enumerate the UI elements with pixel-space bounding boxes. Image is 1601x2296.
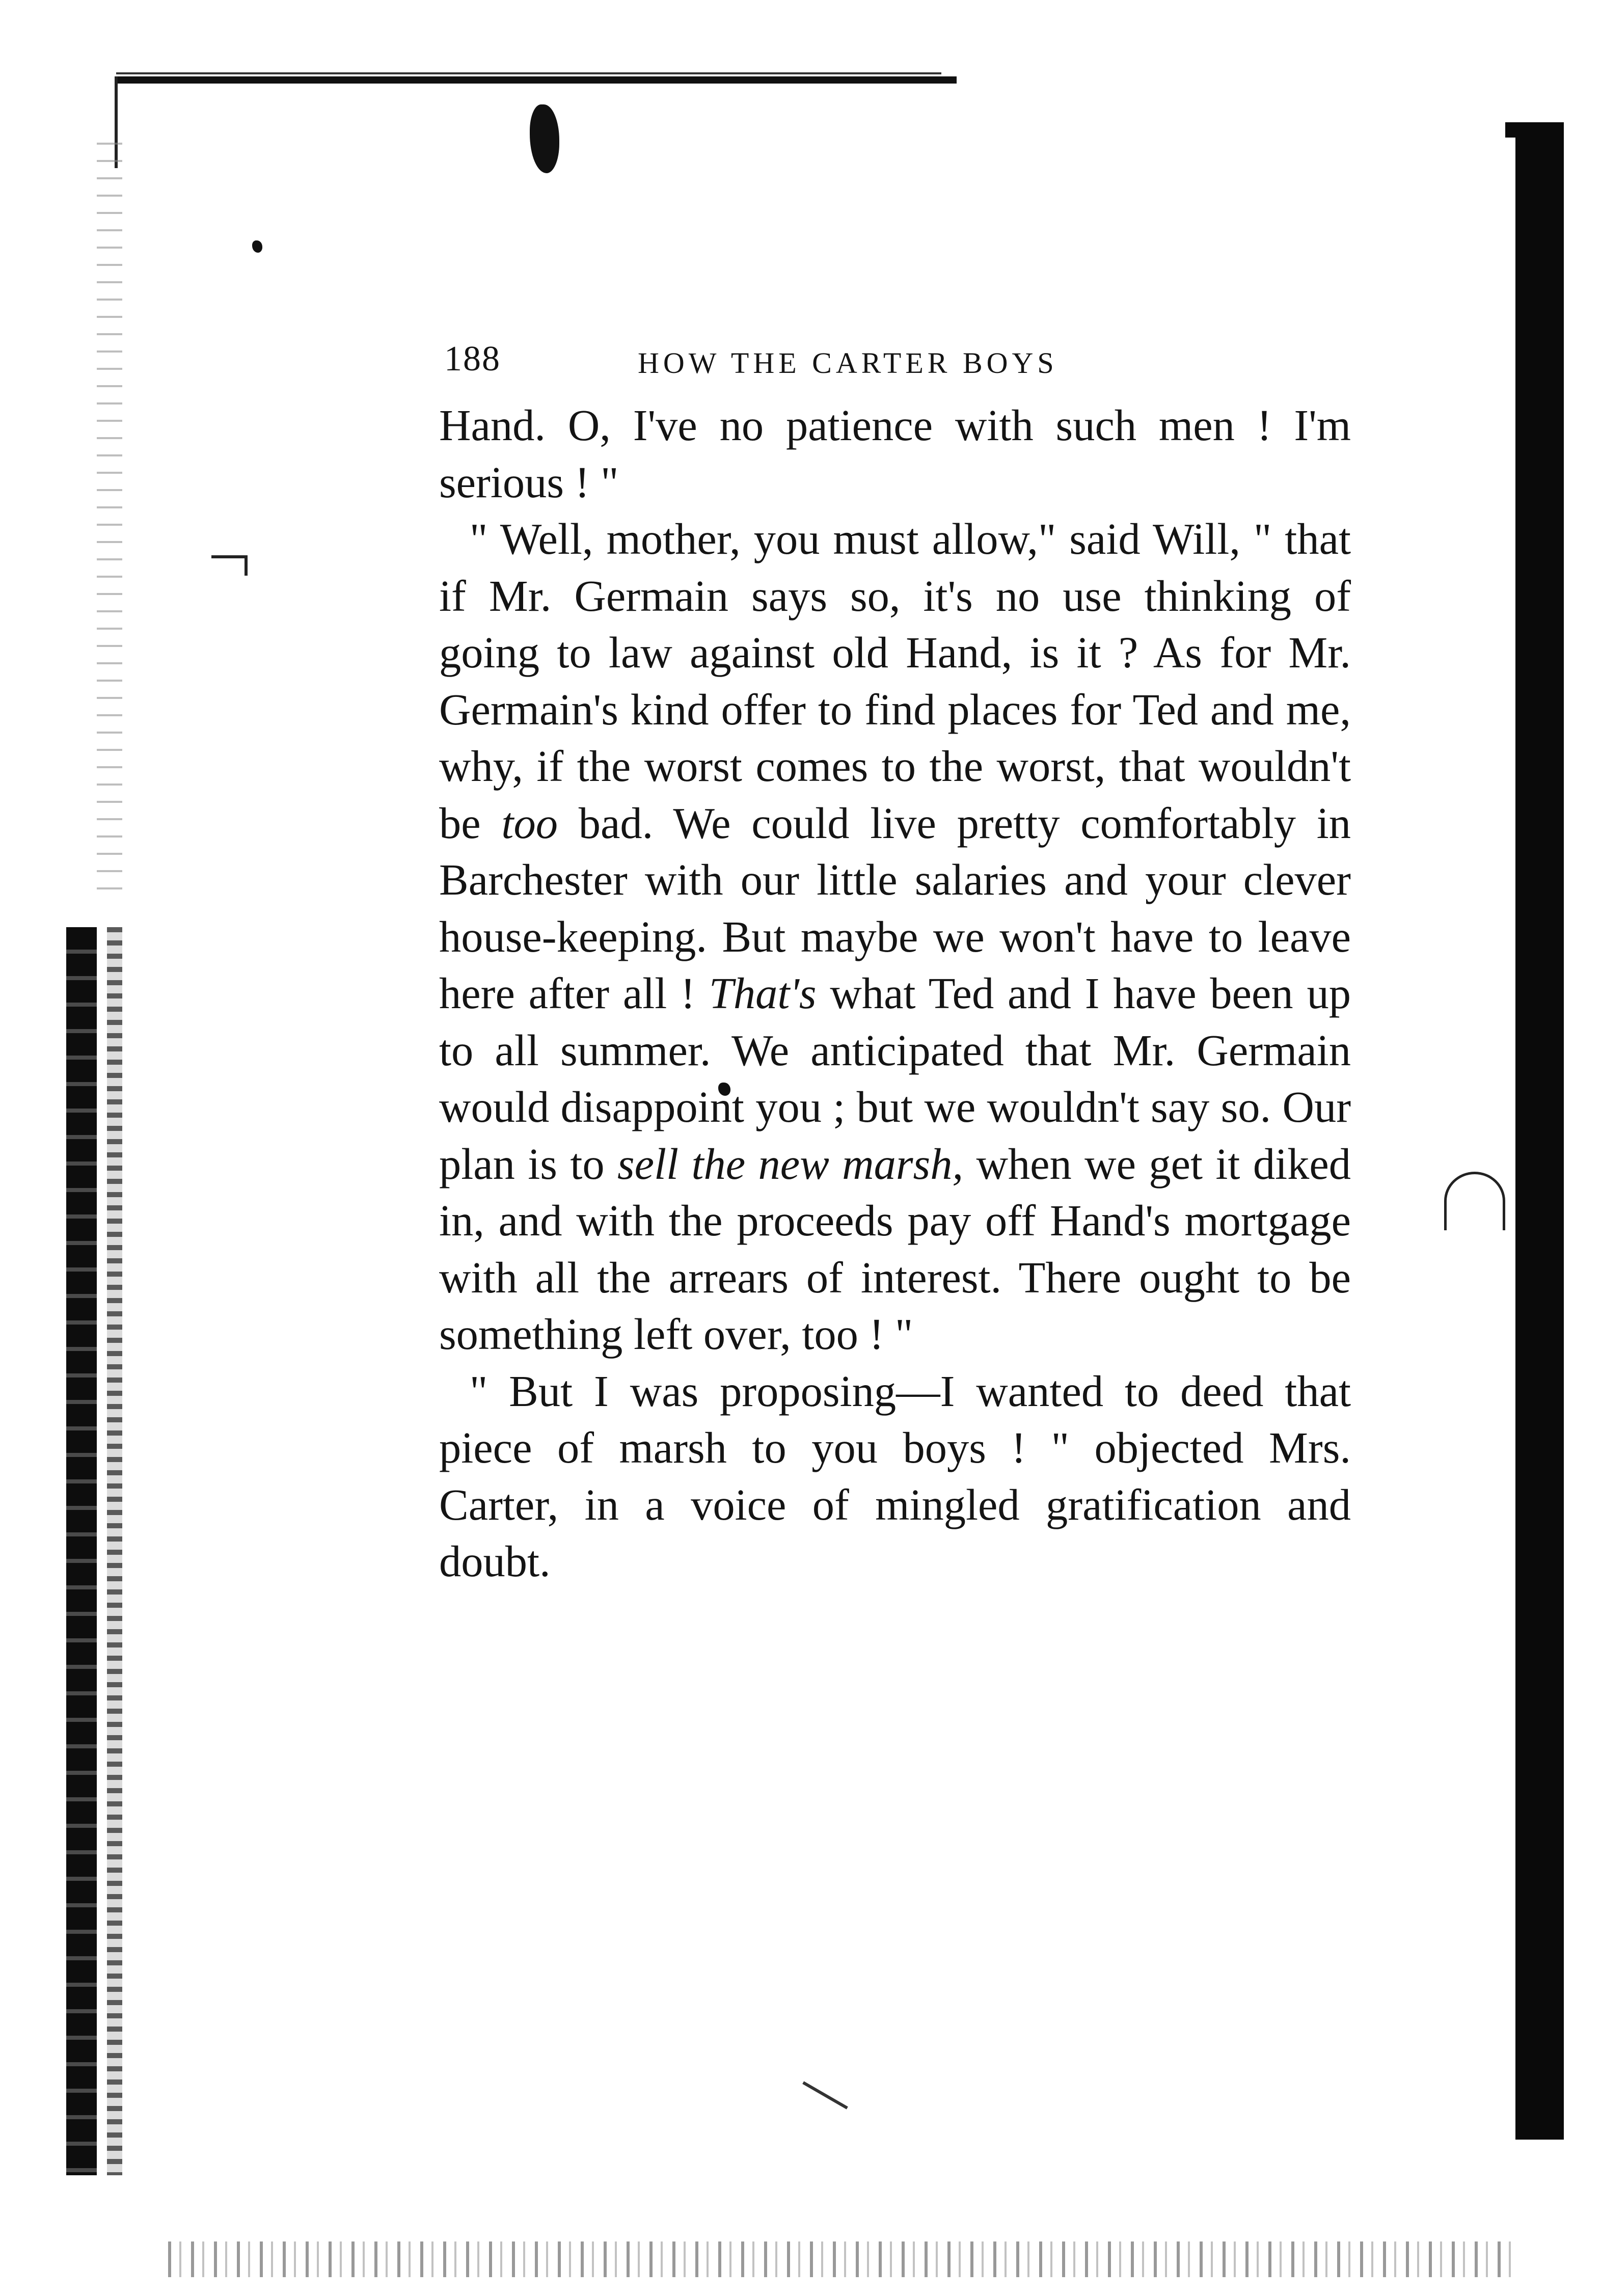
ink-blot [530, 104, 559, 173]
paragraph [439, 397, 1351, 511]
text-segment: what Ted and I have been up to all summer. We anticipated that Mr. Germain would disappoint you ; but we wouldn't say so. Our plan is to [439, 969, 1351, 1188]
running-head [439, 341, 1351, 397]
scan-left-binding [66, 927, 97, 2175]
scan-squiggle-mark [802, 2081, 848, 2109]
page-number: 188 [444, 339, 501, 379]
scan-top-border [116, 76, 957, 84]
body-text [439, 397, 1351, 1590]
scan-right-edge [1515, 122, 1564, 2140]
italic-text: That's [709, 969, 817, 1018]
ink-blot [252, 240, 262, 253]
text-segment: " Well, mother, you must allow," said Will, " that if Mr. Germain says so, it's no use thinking of going to law against old Hand, is it ? As for Mr. Germain's kind offer to find places for Ted and me, why, if the worst comes to the worst, that wouldn't be [439, 515, 1351, 848]
scan-top-border-thin [116, 72, 941, 74]
paragraph [439, 511, 1351, 1363]
scan-bottom-noise [168, 2241, 1518, 2277]
running-title: HOW THE CARTER BOYS [638, 346, 1058, 380]
scan-bracket-mark [1444, 1172, 1505, 1230]
paragraph [439, 1363, 1351, 1590]
italic-text: too [501, 798, 558, 848]
text-segment: when we get it diked in, and with the proceeds pay off Hand's mortgage with all the arrears of interest. There ought to be something left over, too ! " [439, 1139, 1351, 1359]
book-page [439, 341, 1351, 1590]
scan-tick-mark [245, 555, 248, 576]
text-segment: " But I was proposing—I wanted to deed that piece of marsh to you boys ! " objected Mrs. Carter, in a voice of mingled gratification and doubt. [439, 1366, 1351, 1586]
text-segment: Hand. O, I've no patience with such men ! I'm serious ! " [439, 401, 1351, 507]
text-segment: bad. We could live pretty comfortably in Barchester with our little salaries and your clever house-keeping. But maybe we won't have to leave here after all ! [439, 798, 1351, 1018]
scan-left-dots [97, 127, 122, 892]
italic-text: sell the new marsh, [617, 1139, 964, 1188]
scan-left-binding-stripes [107, 927, 122, 2175]
scan-tick-mark [211, 555, 247, 558]
